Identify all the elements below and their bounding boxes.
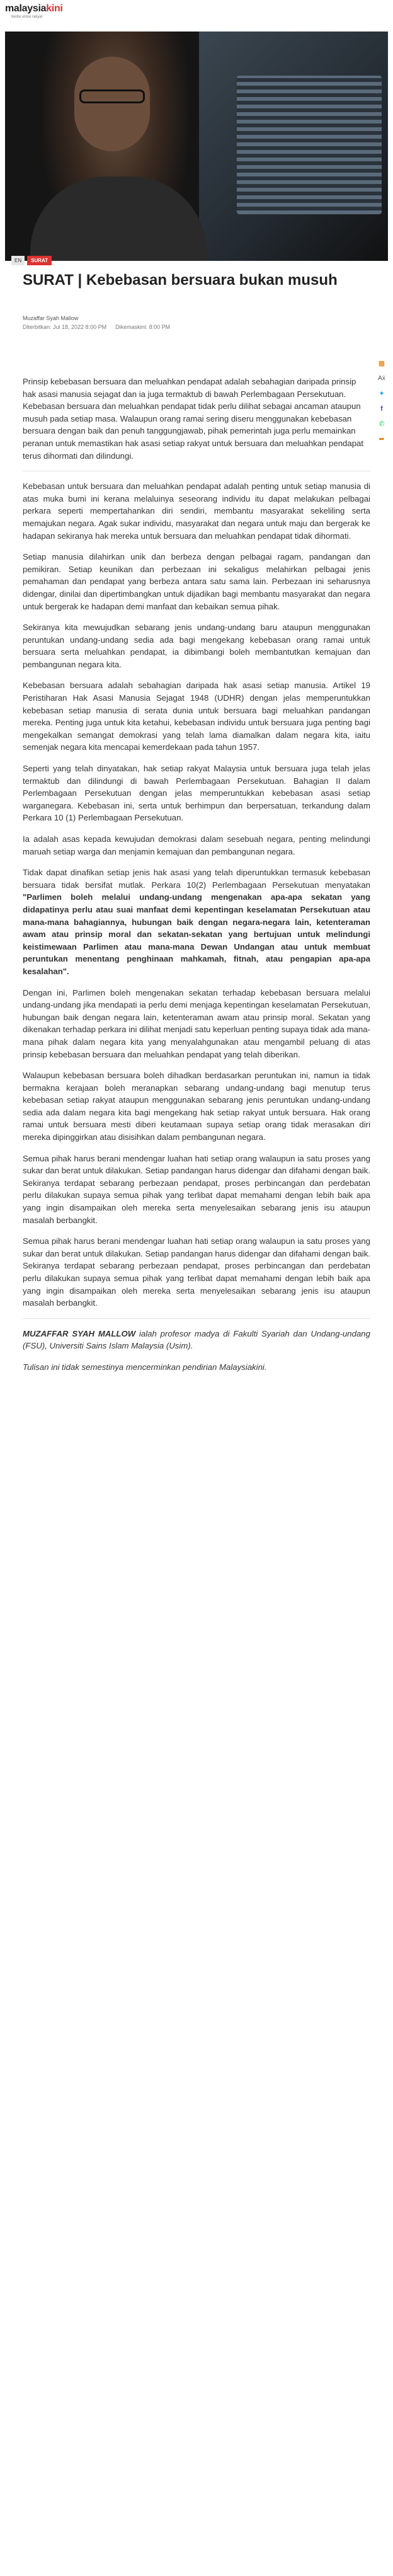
comment-icon[interactable]: ▩ xyxy=(378,360,385,367)
paragraph: Semua pihak harus berani mendengar luahan hati setiap orang walaupun ia satu proses yang sukar dan berat untuk dilakukan. Setiap pandangan harus didengar dan difahami dengan baik. Sekiranya terdapat sebarang perbezaan pendapat, proses perbincangan dan perdebatan perlu dilakukan supaya semua pihak yang terlibat dapat memahami dengan lebih baik apa yang ingin disampaikan oleh mereka serta menyelesaikan sebarang jenis isu ataupun masalah berbangkit. xyxy=(23,1153,370,1225)
books-stack xyxy=(237,76,382,214)
paragraph-text: Tidak dapat dinafikan setiap jenis hak asasi yang telah diperuntukkan termasuk kebebasan bersuara tidak bersifat mutlak. Perkara 10(2) Perlembagaan Persekutuan menyatakan xyxy=(23,868,370,890)
paragraph-with-quote xyxy=(23,866,370,977)
modified-date: Dikemaskini: 8:00 PM xyxy=(115,324,171,330)
facebook-icon[interactable]: f xyxy=(380,405,383,413)
hero-image xyxy=(5,32,388,261)
top-bar xyxy=(0,0,393,23)
author-name: MUZAFFAR SYAH MALLOW xyxy=(23,1328,136,1338)
whatsapp-icon[interactable]: ✆ xyxy=(379,420,385,428)
font-size-icon[interactable]: Aẋ xyxy=(378,375,385,382)
category-badge[interactable]: SURAT xyxy=(27,256,52,265)
author-bio xyxy=(23,1328,370,1352)
paragraph: Kebebasan untuk bersuara dan meluahkan pendapat adalah penting untuk setiap manusia di atas muka bumi ini kerana melaluinya seseorang individu itu dapat melakukan pelbagai perkara seperti mempertahankan diri sendiri, membantu masyarakat sekeliling serta memajukan negara. Agak sukar individu, masyarakat dan negara untuk maju dan bergerak ke hadapan sekiranya hak mereka untuk bersuara dan meluahkan pendapat tidak dihormati. xyxy=(23,481,370,541)
paragraph: Prinsip kebebasan bersuara dan meluahkan pendapat adalah sebahagian daripada prinsip hak asasi manusia sejagat dan ia juga termaktub di bawah Perlembagaan Persekutuan. Kebebasan bersuara dan meluahkan pendapat tidak perlu dilihat sebagai ancaman ataupun musuh pada setiap masa. Walaupun orang ramai sering diseru menggunakan kebebasan bersuara dengan baik dan penuh tanggungjawab, pihak pemerintah juga perlu memainkan peranan untuk memastikan hak asasi setiap rakyat untuk bersuara dan meluahkan pendapat terus dihormati dan dilindungi. xyxy=(23,377,364,461)
share-icon[interactable]: ➦ xyxy=(379,435,385,443)
logo-text-accent: kini xyxy=(46,3,63,14)
paragraph: Kebebasan bersuara adalah sebahagian daripada hak asasi setiap manusia. Artikel 19 Peristiharan Hak Asasi Manusia Sejagat 1948 (UDHR) dengan jelas memperuntukkan kebebasan setiap manusia di serata dunia untuk bersuara bagi meluahkan pandangan mereka. Penting juga untuk kita ketahui, kebebasan individu untuk bersuara juga penting bagi mengekalkan semangat demokrasi yang telah lama diamalkan dalam negara kita, iaitu semenjak negara kita mencapai kemerdekaan pada tahun 1957. xyxy=(23,681,370,752)
paragraph: Walaupun kebebasan bersuara boleh dihadkan berdasarkan peruntukan ini, namun ia tidak bermakna kerajaan boleh meranapkan sebarang undang-undang bagi menutup terus kebebasan setiap rakyat ataupun menggunakan sebarang jenis peruntukan undang-undang sedia ada dalam negara kita bagi mengekang hak setiap rakyat untuk bersuara. Hak orang ramai untuk bersuara mesti diberi keutamaan supaya setiap orang tidak merasakan diri mereka dipinggirkan atau disisihkan dalam pembangunan negara. xyxy=(23,1071,370,1142)
paragraph: Semua pihak harus berani mendengar luahan hati setiap orang walaupun ia satu proses yang sukar dan berat untuk dilakukan. Setiap pandangan harus didengar dan difahami dengan baik. Sekiranya terdapat sebarang perbezaan pendapat, proses perbincangan dan perdebatan perlu dilakukan supaya semua pihak yang terlibat dapat memahami dengan lebih baik apa yang ingin disampaikan oleh mereka serta menyelesaikan sebarang jenis isu ataupun masalah berbangkit. xyxy=(23,1236,370,1308)
language-badge[interactable]: EN xyxy=(11,256,25,265)
article-dates xyxy=(23,324,170,330)
author-byline[interactable]: Muzaffar Syah Mallow xyxy=(23,315,79,321)
paragraph: Setiap manusia dilahirkan unik dan berbeza dengan pelbagai ragam, pandangan dan pemikiran. Setiap keunikan dan perbezaan ini sekaligus melahirkan pelbagai jenis pemahaman dan pendapat yang berbeza antara satu sama lain. Perbezaan ini seharusnya didengar, dinilai dan dipertimbangkan untuk dijadikan bagi membantu masyarakat dan negara untuk bergerak ke hadapan demi manfaat dan kebaikan semua pihak. xyxy=(23,552,370,611)
paragraph: Ia adalah asas kepada kewujudan demokrasi dalam sesebuah negara, penting melindungi maruah setiap warga dan menjamin kemajuan dan pembangunan negara. xyxy=(23,834,370,856)
twitter-icon[interactable]: ✦ xyxy=(379,390,385,398)
logo[interactable] xyxy=(5,4,63,19)
author-glasses xyxy=(79,89,145,103)
paragraph: Seperti yang telah dinyatakan, hak setiap rakyat Malaysia untuk bersuara juga telah jelas termaktub dan dilindungi di bawah Perlembagaan Persekutuan. Bahagian II dalam Perlembagaan Persekutuan dengan jelas memperuntukkan kebebasan asasi setiap warganegara. Kebebasan ini, serta untuk berhimpun dan berpersatuan, terkandung dalam Perkara 10 (1) Perlembagaan Persekutuan. xyxy=(23,764,370,823)
author-bio-text: ialah profesor madya di Fakulti Syariah dan Undang-undang (FSU), Universiti Sains Islam Malaysia (Usim). xyxy=(23,1328,370,1351)
article-body xyxy=(23,376,370,1383)
paragraph: Sekiranya kita mewujudkan sebarang jenis undang-undang baru ataupun menggunakan peruntukan undang-undang sedia ada bagi mengekang kebebasan orang ramai untuk bersuara serta meluahkan pendapat, ia dibimbangi boleh membantutkan kemajuan dan pembangunan negara kita. xyxy=(23,623,370,669)
category-badges xyxy=(11,256,52,265)
logo-tagline: berita untuk rakyat xyxy=(11,15,43,19)
constitution-quote: "Parlimen boleh melalui undang-undang mengenakan apa-apa sekatan yang didapatinya perlu atau suai manfaat demi kepentingan keselamatan Persekutuan atau mana-mana bahagiannya, hubungan baik dengan negara-negara lain, ketenteraman awam atau prinsip moral dan sekatan-sekatan yang bertujuan untuk melindungi keistimewaan Parlimen atau mana-mana Dewan Undangan atau untuk membuat peruntukan menentang penghinaan mahkamah, fitnah, atau pengapian apa-apa kesalahan". xyxy=(23,892,370,976)
published-date: Diterbitkan: Jul 18, 2022 8:00 PM xyxy=(23,324,107,330)
paragraph: Dengan ini, Parlimen boleh mengenakan sekatan terhadap kebebasan bersuara melalui undang-undang jika mendapati ia perlu demi menjaga kepentingan keselamatan Persekutuan, hubungan baik dengan negara lain, ketenteraman awam atau prinsip moral. Sekatan yang dikenakan terhadap perkara ini dilihat menjadi satu keperluan penting supaya tidak ada mana-mana pihak dalam negara kita yang menyalahgunakan atau mengambil peluang di atas prinsip kebebasan bersuara dan meluahkan pendapat yang telah diberikan. xyxy=(23,987,370,1059)
divider xyxy=(23,1318,370,1319)
author-face xyxy=(74,57,150,151)
disclaimer: Tulisan ini tidak semestinya mencerminkan pendirian Malaysiakini. xyxy=(23,1362,267,1372)
logo-text-main: malaysia xyxy=(5,3,47,14)
share-toolbar xyxy=(375,359,388,444)
article-title: SURAT | Kebebasan bersuara bukan musuh xyxy=(23,272,338,289)
